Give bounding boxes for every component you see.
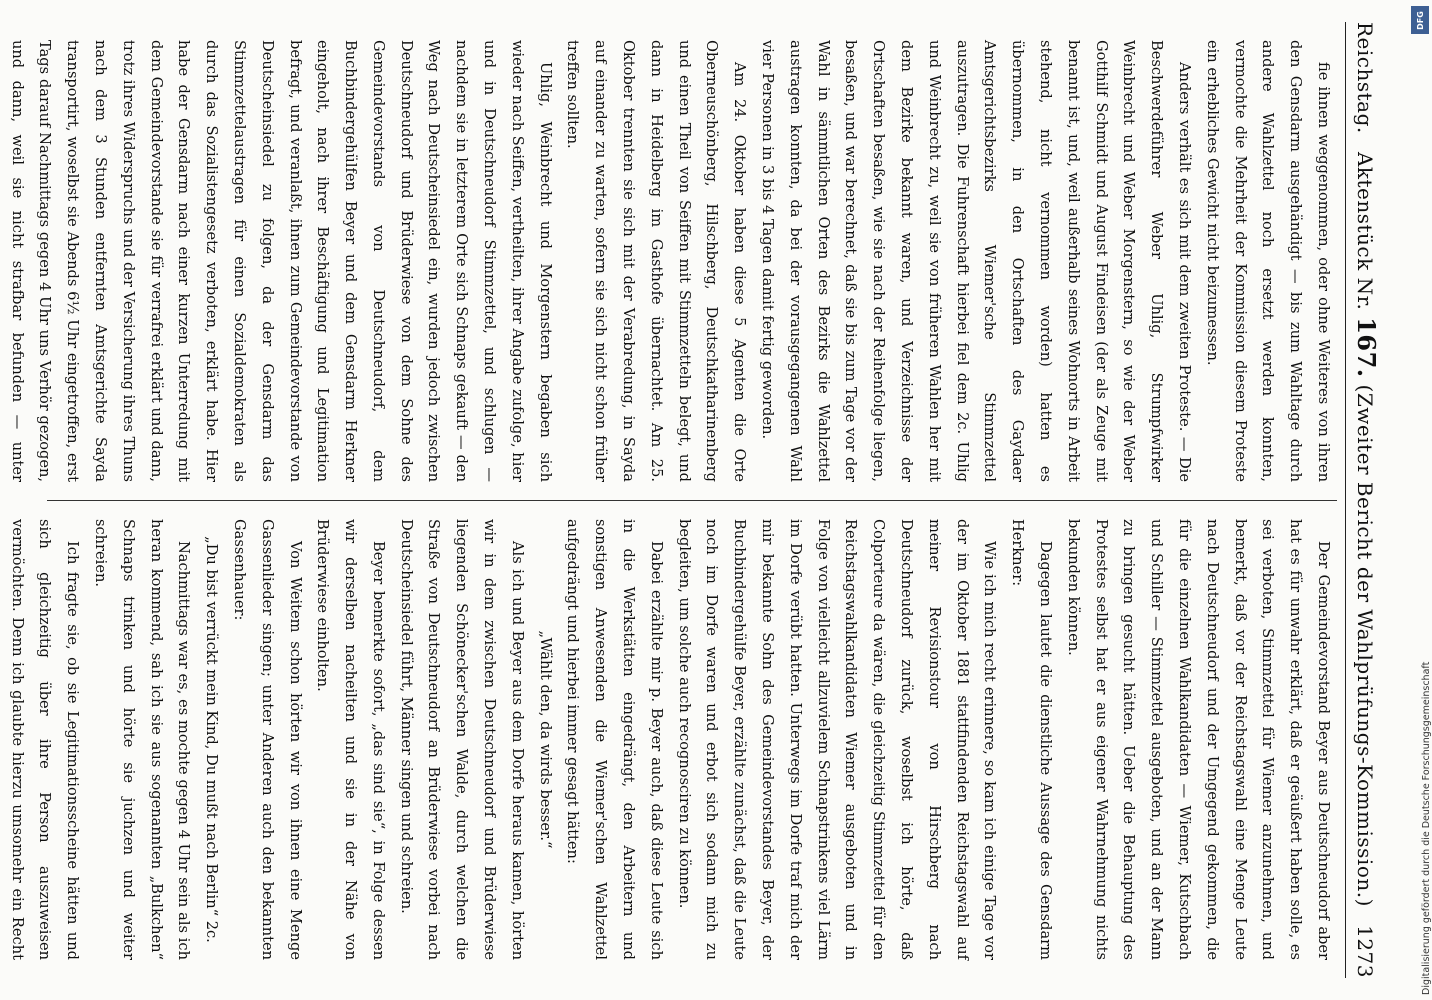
paragraph: Nachmittags war es, es mochte gegen 4 Uhr sein als ich heran kommend, sah ich sie aus sogenannten „Bulkchen“ Schnaps trinken und hörte sie juchzen und weiter schreien. xyxy=(91,519,193,960)
paragraph: Am 24. Oktober haben diese 5 Agenten die Orte Oberneuschönberg, Hilschberg, Deutschkatharinenberg und einen Theil von Seiffen mit Stimmzetteln belegt, und dann in Heidelberg im Gasthofe übernachtet. Am 25. Oktober trennten sie sich mit der Verabredung, in Sayda auf einander zu warten, sofern sie sich nicht schon früher treffen sollten. xyxy=(564,40,749,482)
document-number: 167. xyxy=(1352,317,1381,378)
paragraph: Anders verhält es sich mit dem zweiten Proteste. — Die Beschwerdeführer Weber Uhlig, Strumpfwirker Weinbrecht und Weber Morgenstern, so wie der Weber Gotthilf Schmidt und August Findeisen (der als Zeuge mit benannt ist, und, weil außerhalb seines Wohnorts in Arbeit stehend, nicht vernommen worden) hatten es übernommen, in den Ortschaften des Gaydaer Amtsgerichtsbezirks Wiemer'sche Stimmzettel auszutragen. Die Fuhrenschaft hierbei fiel dem 2c. Uhlig und Weinbrecht zu, weil sie von früheren Wahlen her mit dem Bezirke bekannt waren, und Verzeichnisse der Ortschaften besaßen, wie sie nach der Reihenfolge liegen, besaßen, und war berechnet, daß sie bis zum Tage vor der Wahl in sämmtlichen Orten des Bezirks die Wahlzettel austragen konnten, da bei der vorausgegangenen Wahl vier Personen in 3 bis 4 Tagen damit fertig geworden. xyxy=(759,40,1194,482)
paragraph: Dabei erzählte mir p. Beyer auch, daß diese Leute sich in die Werkstätten eingedrängt, den Arbeitern und sonstigen Anwesenden die Wiemer'schen Wahlzettel aufgedrängt und hierbei immer gesagt hätten: xyxy=(564,519,665,960)
paragraph: fie ihnen weggenommen, oder ohne Weiteres von ihren den Gensdarm ausgehändigt — bis zum Wahltage durch andere Wahlzettel noch ersetzt werden konnten, vermochte die Mehrheit der Kommission diesem Proteste ein erhebliches Gewicht nicht beizumessen. xyxy=(1203,40,1332,482)
header-left: Reichstag. xyxy=(1353,22,1377,134)
paragraph: Von Weitem schon hörten wir von ihnen eine Menge Gassenlieder singen; unter Anderen auch den bekannten Gassenhauer: xyxy=(230,519,304,960)
left-column xyxy=(8,22,1337,500)
quotation: „Wählt den, da wirds besser.“ xyxy=(536,630,554,849)
dfg-logo: DFG xyxy=(1411,6,1429,34)
page-header xyxy=(1345,22,1381,978)
paragraph: Ich fragte sie, ob sie Legitimationsscheine hätten und sich gleichzeitig über ihre Person auszuweisen vermöchten. Denn ich glaubte hierzu umsomehr ein Recht xyxy=(8,519,82,960)
paragraph: Der Gemeindevorstand Beyer aus Deutschneudorf aber hat es für unwahr erklärt, daß er geäußert haben solle, es sei verboten, Stimmzettel für Wiemer anzunehmen, und bemerkt, daß vor der Reichstagswahl eine Menge Leute nach Deutschneudorf und der Umgegend gekommen, die für die einzelnen Wahlkandidaten — Wiemer, Kutschbach und Schiller — Stimmzettel ausgeboten, und an der Mann zu bringen gesucht hätten. Ueber die Behauptung des Protestes selbst hat er aus eigener Wahrnehmung nichts bekunden können. xyxy=(1064,519,1332,960)
digitization-watermark xyxy=(1398,0,1432,1000)
watermark-text: Digitalisierung gefördert durch die Deutsche Forschungsgemeinschaft xyxy=(1421,661,1432,995)
paragraph: Beyer bemerkte sofort, „das sind sie“, in Folge dessen wir derselben nacheilten und sie in der Nähe von Brüderwiese einholten. xyxy=(314,519,387,960)
quotation: „Du bist verrückt mein Kind, Du mußt nach Berlin“ 2c. xyxy=(203,536,221,943)
header-center xyxy=(1352,152,1381,907)
text-columns xyxy=(8,22,1337,978)
paragraph: Dagegen lautet die dienstliche Aussage des Gensdarm Herkner: xyxy=(1009,519,1055,960)
header-suffix: (Zweiter Bericht der Wahlprüfungs-Kommission.) xyxy=(1353,384,1377,907)
paragraph: Uhlig, Weinbrecht und Morgenstern begaben sich wieder nach Seiffen, vertheilten, ihrer Angabe zufolge, hier und in Deutschneudorf Stimmzettel, und schlugen — nachdem sie in letzterem Orte sich Schnaps gekauft — den Weg nach Deutscheinsiedel ein, wurden jedoch zwischen Deutschneudorf und Brüderwiese von dem Sohne des Gemeindevorstands von Deutschneudorf, dem Buchbindergehülfen Beyer und dem Gensdarm Herkner eingeholt, nach ihrer Beschäftigung und Legitimation befragt, und veranlaßt, ihnen zum Gemeindevorstande von Deutscheinsiedel zu folgen, da der Gensdarm das Stimmzettelaustragen für einen Sozialdemokraten als durch das Sozialistengesetz verboten, erklärt habe. Hier habe der Gensdarm nach einer kurzen Unterredung mit dem Gemeindevorstande sie für verrafrei erklärt und dann, trotz ihres Widerspruchs und der Versicherung ihres Thuns nach dem 3 Stunden entfernten Amtsgerichte Sayda transportirt, woselbst sie Abends 6½ Uhr eingetroffen, erst Tags darauf Nachmittags gegen 4 Uhr uns Verhör gezogen, und dann, weil sie nicht strafbar befunden — unter xyxy=(8,40,554,482)
header-prefix: Aktenstück Nr. xyxy=(1353,151,1377,311)
paragraph: Wie ich mich recht erinnere, so kam ich einige Tage vor der im Oktober 1881 stattfindenden Reichstagswahl auf meiner Revisionstour von Hirschberg nach Deutschneudorf zurück, woselbst ich hörte, daß Colporteure da wären, die gleichzeitig Stimmzettel für den Reichstagswahlkandidaten Wiemer ausgeboten und in Folge von vielleicht allzuvielem Schnapstrinkens viel Lärm im Dorfe verübt hatten. Unterwegs im Dorfe traf mich der mir bekannte Sohn des Gemeindevorstandes Beyer, der Buchbindergehülfe Beyer, erzählte zunächst, daß die Leute noch im Dorfe waren und erbot sich sodann mich zu begleiten, um solche auch recognosciren zu können. xyxy=(675,519,999,960)
paragraph: Als ich und Beyer aus dem Dorfe heraus kamen, hörten wir in dem zwischen Deutschneudorf und Brüderwiese liegenden Schönecker'schen Walde, durch welchen die Straße von Deutschneudorf an Brüderwiese vorbei nach Deutscheinsiedel führt, Männer singen und schreien. xyxy=(397,519,526,960)
right-column xyxy=(8,500,1337,978)
page-number: 1273 xyxy=(1353,925,1377,978)
